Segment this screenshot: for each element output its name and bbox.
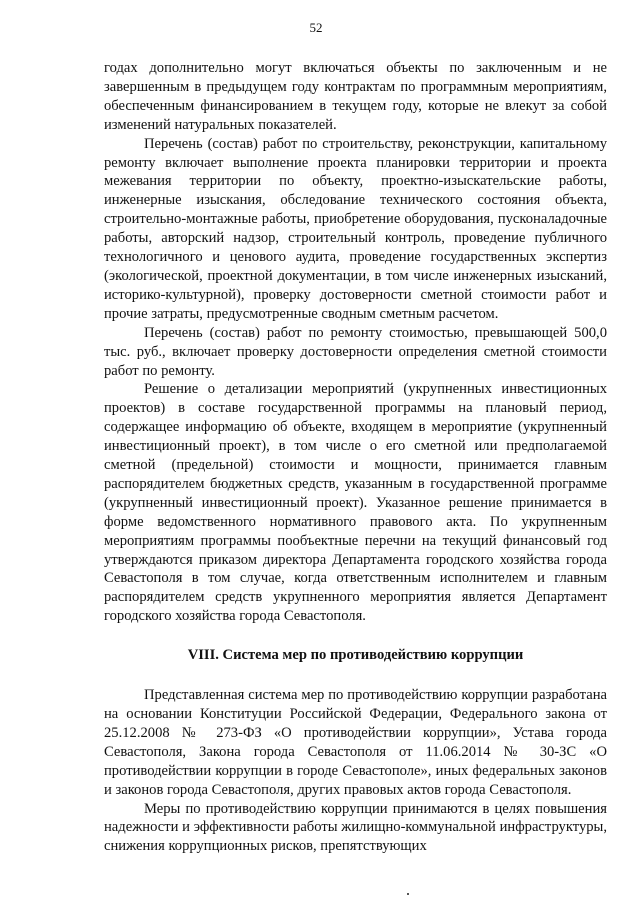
section-heading: VIII. Система мер по противодействию коррупции (187, 647, 524, 664)
section-spacer (104, 626, 607, 646)
section-spacer (104, 665, 607, 686)
paragraph-anticorruption-measures: Меры по противодействию коррупции принимаются в целях повышения надежности и эффективности работы жилищно-коммунальной инфраструктуры, снижения коррупционных рисков, препятствующих (104, 800, 607, 855)
paragraph-continuation: годах дополнительно могут включаться объекты по заключенным и не завершенным в предыдущем году контрактам по программным мероприятиям, обеспеченным финансированием в текущем году, которые не влекут за собой изменений натуральных показателей. (104, 60, 607, 133)
page-number: 52 (309, 20, 323, 35)
paragraph-detailing-decision: Решение о детализации мероприятий (укрупненных инвестиционных проектов) в составе государственной программы на плановый период, содержащее информацию об объекте, входящем в мероприятие (укрупненный инвестиционный проект), в том числе о его сметной или предполагаемой сметной (предельной) стоимости и мощности, принимается главным распорядителем бюджетных средств, указанным в государственной программе (укрупненный инвестиционный проект). Указанное решение принимается в форме ведомственного нормативного правового акта. По укрупненным мероприятиям программы пообъектные перечни на текущий финансовый год утверждаются приказом директора Департамента городского хозяйства города Севастополя в том случае, когда ответственным исполнителем и главным распорядителем средств укрупненного мероприятия является Департамент городского хозяйства города Севастополя. (104, 381, 607, 625)
document-body (104, 59, 607, 856)
paragraph-works-list-construction: Перечень (состав) работ по строительству, реконструкции, капитальному ремонту включает выполнение проекта планировки территории и проекта межевания территории по объекту, проектно-изыскательские работы, инженерные изыскания, обследование технического состояния объекта, строительно-монтажные работы, приобретение оборудования, пусконаладочные работы, авторский надзор, строительный контроль, проведение публичного технологичного и ценового аудита, проведение государственных экспертиз (экологической, проектной документации, в том числе инженерных изысканий, историко-культурной), проверку достоверности сметной стоимости работ и прочие затраты, предусмотренные сводным сметным расчетом. (104, 135, 607, 322)
paragraph-anticorruption-basis: Представленная система мер по противодействию коррупции разработана на основании Конституции Российской Федерации, Федерального закона от 25.12.2008 № 273-ФЗ «О противодействии коррупции», Устава города Севастополя, Закона города Севастополя от 11.06.2014 № 30-ЗС «О противодействии коррупции в городе Севастополе», иных федеральных законов и законов города Севастополя, других правовых актов города Севастополя. (104, 687, 607, 798)
scan-speck (407, 893, 409, 895)
paragraph-works-list-repair: Перечень (состав) работ по ремонту стоимостью, превышающей 500,0 тыс. руб., включает проверку достоверности определения сметной стоимости работ по ремонту. (104, 324, 607, 379)
